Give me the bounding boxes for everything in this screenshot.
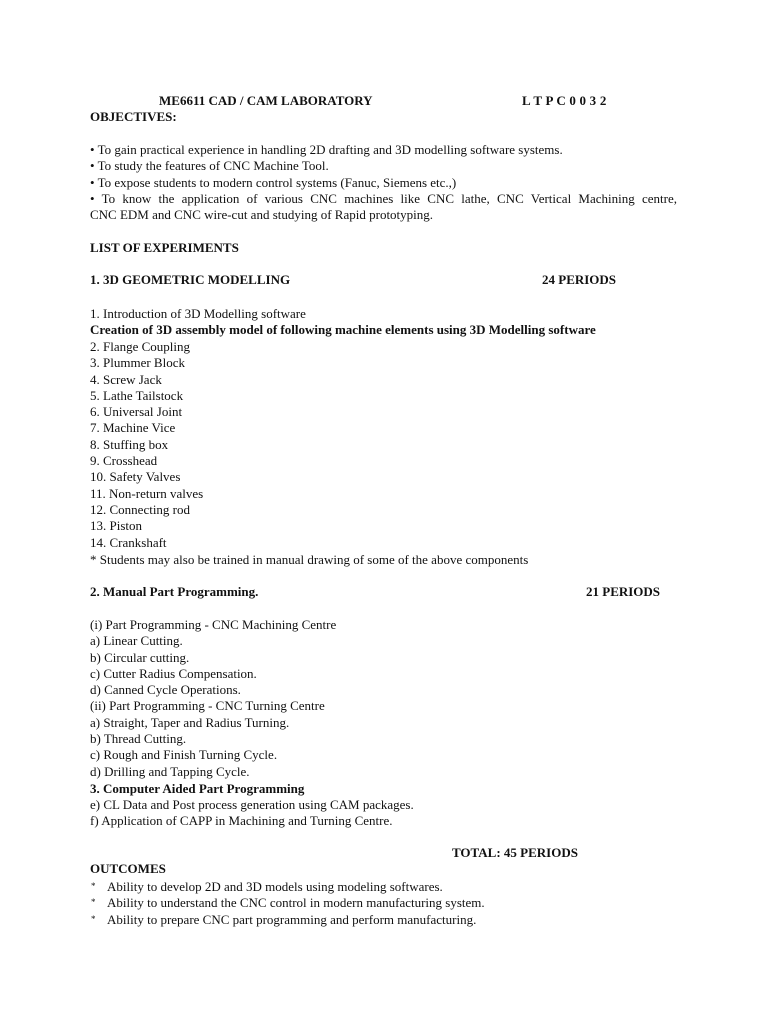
list-item: a) Linear Cutting. xyxy=(90,633,183,649)
list-item: 9. Crosshead xyxy=(90,453,158,469)
list-item: b) Thread Cutting. xyxy=(90,731,187,747)
section1-list xyxy=(90,339,203,551)
section2-title: 2. Manual Part Programming. xyxy=(90,584,259,599)
list-item: 10. Safety Valves xyxy=(90,469,181,485)
list-item: (ii) Part Programming - CNC Turning Centre xyxy=(90,698,325,714)
section1-intro: 1. Introduction of 3D Modelling software xyxy=(90,306,306,321)
section1-title: 1. 3D GEOMETRIC MODELLING xyxy=(90,272,291,287)
outcome-text: Ability to develop 2D and 3D models using modeling softwares. xyxy=(107,879,443,894)
list-item: d) Canned Cycle Operations. xyxy=(90,682,241,698)
list-item: f) Application of CAPP in Machining and Turning Centre. xyxy=(90,813,393,829)
experiments-heading: LIST OF EXPERIMENTS xyxy=(90,240,239,255)
asterisk-bullet-icon: * xyxy=(91,897,96,908)
list-item: 2. Flange Coupling xyxy=(90,339,191,354)
outcome-text: Ability to understand the CNC control in modern manufacturing system. xyxy=(107,895,485,911)
list-item: 6. Universal Joint xyxy=(90,404,183,420)
section1-note: * Students may also be trained in manual drawing of some of the above components xyxy=(90,552,529,567)
outcome-item xyxy=(90,894,485,910)
list-item: c) Rough and Finish Turning Cycle. xyxy=(90,747,278,763)
ltpc-credits: L T P C 0 0 3 2 xyxy=(522,93,607,108)
outcome-text: Ability to prepare CNC part programming and perform manufacturing. xyxy=(107,911,477,927)
list-item: c) Cutter Radius Compensation. xyxy=(90,665,257,681)
objectives-heading: OBJECTIVES: xyxy=(90,109,177,124)
list-item: 7. Machine Vice xyxy=(90,420,176,436)
outcome-item xyxy=(90,911,485,927)
outcome-item xyxy=(90,878,485,894)
section1-periods: 24 PERIODS xyxy=(542,272,617,287)
asterisk-bullet-icon: * xyxy=(91,913,96,924)
section3-list xyxy=(90,797,414,830)
list-item: 13. Piston xyxy=(90,518,143,534)
list-item: b) Circular cutting. xyxy=(90,649,190,665)
objective-item: • To expose students to modern control systems (Fanuc, Siemens etc.,) xyxy=(90,174,457,190)
list-item: a) Straight, Taper and Radius Turning. xyxy=(90,714,290,730)
course-title: ME6611 CAD / CAM LABORATORY xyxy=(159,93,373,108)
list-item: 5. Lathe Tailstock xyxy=(90,387,184,403)
list-item: d) Drilling and Tapping Cycle. xyxy=(90,763,250,779)
section3-title: 3. Computer Aided Part Programming xyxy=(90,781,305,796)
list-item: 4. Screw Jack xyxy=(90,371,162,387)
list-item: (i) Part Programming - CNC Machining Centre xyxy=(90,617,337,632)
list-item: 12. Connecting rod xyxy=(90,501,191,517)
list-item: e) CL Data and Post process generation using CAM packages. xyxy=(90,797,414,812)
objective-item-line2: CNC EDM and CNC wire-cut and studying of Rapid prototyping. xyxy=(90,207,434,222)
list-item: 8. Stuffing box xyxy=(90,436,169,452)
total-periods: TOTAL: 45 PERIODS xyxy=(452,845,578,860)
list-item: 14. Crankshaft xyxy=(90,534,167,550)
section1-subheading: Creation of 3D assembly model of following machine elements using 3D Modelling software xyxy=(90,322,596,337)
objective-item-line1: • To know the application of various CNC machines like CNC lathe, CNC Vertical Machining centre, xyxy=(90,191,677,206)
outcomes-heading: OUTCOMES xyxy=(90,861,166,876)
section2-list xyxy=(90,617,336,780)
outcomes-list xyxy=(90,878,485,927)
objective-item: • To gain practical experience in handling 2D drafting and 3D modelling software systems. xyxy=(90,142,563,157)
objectives-list xyxy=(90,142,563,191)
list-item: 11. Non-return valves xyxy=(90,485,204,501)
section2-periods: 21 PERIODS xyxy=(586,584,661,599)
asterisk-bullet-icon: * xyxy=(91,881,96,891)
objective-item: • To study the features of CNC Machine Tool. xyxy=(90,158,329,174)
list-item: 3. Plummer Block xyxy=(90,355,185,371)
